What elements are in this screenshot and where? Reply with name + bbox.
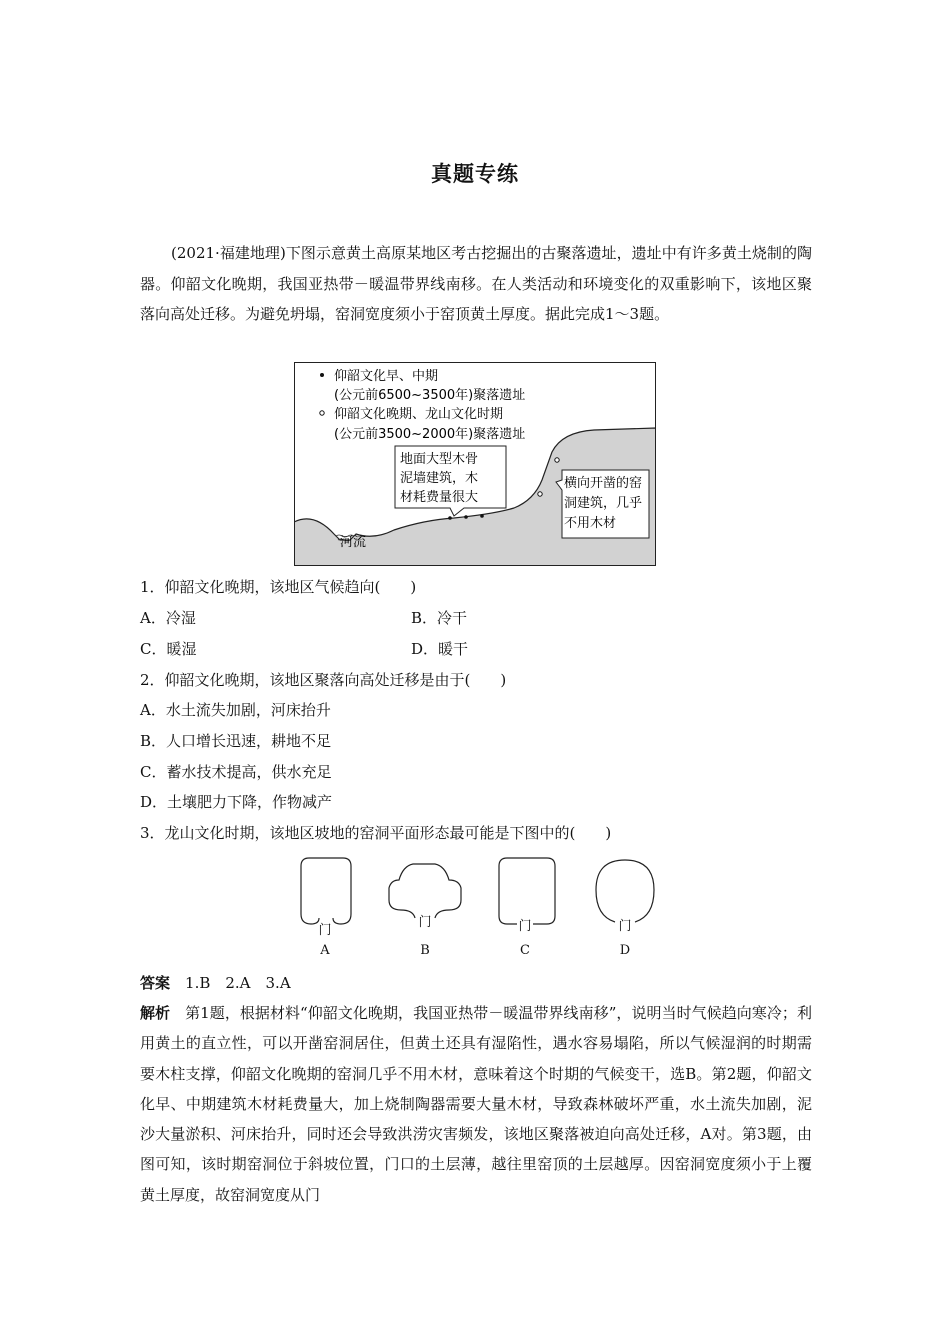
question-2-stem: 2．仰韶文化晚期，该地区聚落向高处迁移是由于( ) xyxy=(140,671,507,689)
q1-option-a: A．冷湿 xyxy=(140,609,196,627)
settlement-dot-early xyxy=(480,514,484,518)
settlement-dot-early xyxy=(464,515,468,519)
analysis-label: 解析 xyxy=(140,1004,171,1022)
option-label-b: B xyxy=(420,943,430,958)
question-3-stem: 3．龙山文化时期，该地区坡地的窑洞平面形态最可能是下图中的( ) xyxy=(140,824,612,842)
legend-dot-filled xyxy=(320,373,324,377)
legend-dot-hollow xyxy=(320,411,324,415)
q2-option-a: A．水土流失加剧，河床抬升 xyxy=(140,701,331,719)
callout1-line1: 地面大型木骨 xyxy=(400,452,479,467)
analysis-text: 第1题，根据材料“仰韶文化晚期，我国亚热带－暖温带界线南移”，说明当时气候趋向寒冷；利用黄土的直立性，可以开凿窑洞居住，但黄土还具有湿陷性，遇水容易塌陷，所以气候湿润的时期需要木柱支撑，仰韶文化晚期的窑洞几乎不用木材，意味着这个时期的气候变干，选B。第2题，仰韶文化早、中期建筑木材耗费量大，加上烧制陶器需要大量木材，导致森林破坏严重，水土流失加剧，泥沙大量淤积、河床抬升，同时还会导致洪涝灾害频发，该地区聚落被迫向高处迁移，A对。第3题，由图可知，该时期窑洞位于斜坡位置，门口的土层薄，越往里窑顶的土层越厚。因窑洞宽度须小于上覆黄土厚度，故窑洞宽度从门 xyxy=(140,1004,812,1204)
legend2-line1: 仰韶文化晚期、龙山文化时期 xyxy=(334,407,504,422)
answer-line xyxy=(140,972,291,993)
callout2-line1: 横向开凿的窑 xyxy=(564,476,643,491)
q1-option-b: B．冷干 xyxy=(411,609,468,627)
analysis-paragraph xyxy=(140,998,812,1210)
door-label-a: 门 xyxy=(318,923,332,938)
option-label-c: C xyxy=(520,943,530,958)
q2-option-c: C．蓄水技术提高，供水充足 xyxy=(140,763,332,781)
callout2-line2: 洞建筑，几乎 xyxy=(564,496,643,511)
q2-option-d: D．土壤肥力下降，作物减产 xyxy=(140,793,333,811)
settlement-dot-late xyxy=(538,492,542,496)
intro-paragraph: (2021·福建地理)下图示意黄土高原某地区考古挖掘出的古聚落遗址，遗址中有许多黄土烧制的陶器。仰韶文化晚期，我国亚热带－暖温带界线南移。在人类活动和环境变化的双重影响下，该地区聚落向高处迁移。为避免坍塌，窑洞宽度须小于窑顶黄土厚度。据此完成1～3题。 xyxy=(140,244,812,323)
callout1-line2: 泥墙建筑，木 xyxy=(400,471,479,486)
cave-plan-figure xyxy=(285,852,675,962)
door-label-c: 门 xyxy=(518,919,532,934)
cave-shape-d xyxy=(596,860,654,922)
legend1-line1: 仰韶文化早、中期 xyxy=(334,369,439,384)
cave-shape-a xyxy=(301,858,351,924)
cave-shape-b xyxy=(389,864,461,918)
q1-option-d: D．暖干 xyxy=(411,640,469,658)
callout2-line3: 不用木材 xyxy=(564,516,617,531)
q1-option-c: C．暖湿 xyxy=(140,640,197,658)
answer-text: 1.B 2.A 3.A xyxy=(185,974,291,992)
answer-label: 答案 xyxy=(140,974,171,992)
legend1-line2: (公元前6500~3500年)聚落遗址 xyxy=(334,388,526,403)
page-title: 真题专练 xyxy=(431,162,519,186)
q2-option-b: B．人口增长迅速，耕地不足 xyxy=(140,732,332,750)
settlement-profile-figure xyxy=(294,362,656,566)
option-label-d: D xyxy=(619,943,631,958)
settlement-dot-late xyxy=(555,458,559,462)
legend2-line2: (公元前3500~2000年)聚落遗址 xyxy=(334,427,526,442)
settlement-dot-early xyxy=(448,516,452,520)
door-label-b: 门 xyxy=(418,915,432,930)
callout1-line3: 材耗费量很大 xyxy=(400,490,479,505)
cave-shape-c xyxy=(499,858,555,924)
option-label-a: A xyxy=(320,943,330,958)
river-label: 河流 xyxy=(340,535,367,550)
question-1-stem: 1．仰韶文化晚期，该地区气候趋向( ) xyxy=(140,578,417,596)
door-label-d: 门 xyxy=(618,919,632,934)
